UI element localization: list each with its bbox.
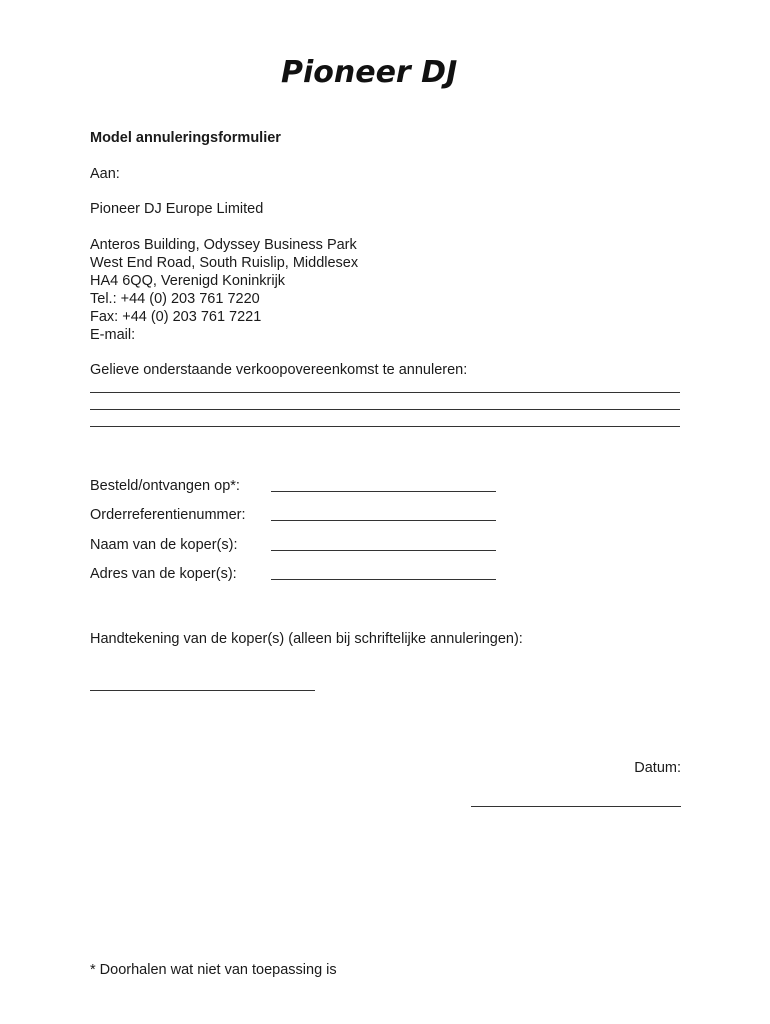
contract-details-line-2[interactable] xyxy=(90,409,680,410)
recipient-label: Aan: xyxy=(90,166,120,182)
buyer-name-field[interactable] xyxy=(271,550,496,551)
buyer-name-label: Naam van de koper(s): xyxy=(90,537,238,553)
fax-line: Fax: +44 (0) 203 761 7221 xyxy=(90,309,262,325)
order-reference-field[interactable] xyxy=(271,520,496,521)
address-line: West End Road, South Ruislip, Middlesex xyxy=(90,255,359,271)
date-label: Datum: xyxy=(634,760,681,776)
form-title: Model annuleringsformulier xyxy=(90,130,281,146)
address-line: HA4 6QQ, Verenigd Koninkrijk xyxy=(90,273,286,289)
contract-details-line-1[interactable] xyxy=(90,392,680,393)
footnote: * Doorhalen wat niet van toepassing is xyxy=(90,962,337,978)
signature-field[interactable] xyxy=(90,690,315,691)
ordered-received-label: Besteld/ontvangen op*: xyxy=(90,478,240,494)
company-name: Pioneer DJ Europe Limited xyxy=(90,201,264,217)
logo-text: Pioneer DJ xyxy=(281,56,458,90)
signature-label: Handtekening van de koper(s) (alleen bij schriftelijke annuleringen): xyxy=(90,631,523,647)
buyer-address-field[interactable] xyxy=(271,579,496,580)
buyer-address-label: Adres van de koper(s): xyxy=(90,566,237,582)
email-line: E-mail: xyxy=(90,327,136,343)
address-line: Anteros Building, Odyssey Business Park xyxy=(90,237,357,253)
order-reference-label: Orderreferentienummer: xyxy=(90,507,246,523)
date-field[interactable] xyxy=(471,806,681,807)
phone-line: Tel.: +44 (0) 203 761 7220 xyxy=(90,291,260,307)
cancellation-request: Gelieve onderstaande verkoopovereenkomst te annuleren: xyxy=(90,362,468,378)
ordered-received-field[interactable] xyxy=(271,491,496,492)
contract-details-line-3[interactable] xyxy=(90,426,680,427)
address-block xyxy=(90,236,358,344)
pioneer-dj-logo xyxy=(279,56,491,92)
